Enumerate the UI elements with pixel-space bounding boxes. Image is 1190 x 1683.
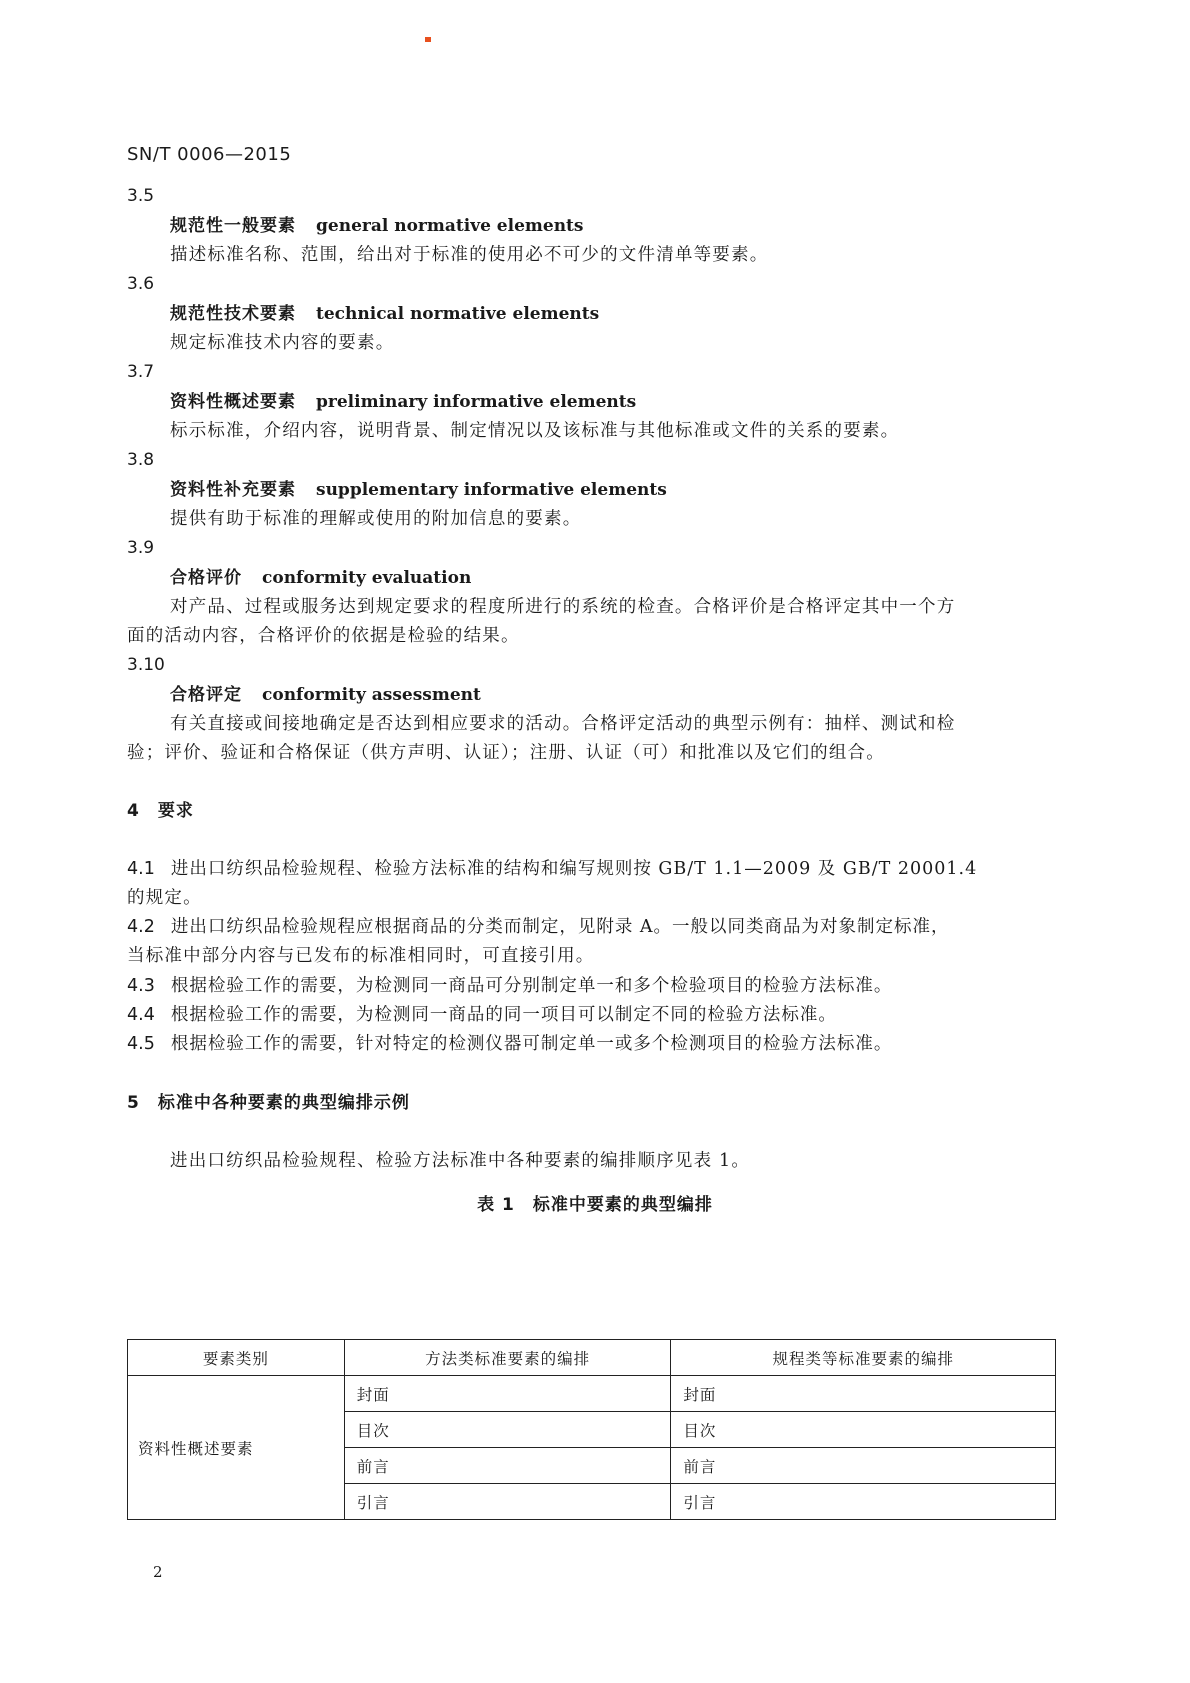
element-category-cell: 资料性概述要素 (128, 1376, 345, 1520)
clause-5-heading (127, 1092, 410, 1114)
term-en: technical normative elements (316, 304, 600, 324)
term-en: conformity evaluation (262, 568, 472, 588)
definition-number: 3.8 (127, 450, 155, 470)
term-cn: 资料性概述要素 (170, 392, 296, 412)
term-cn: 资料性补充要素 (170, 480, 296, 500)
table-number: 表 1 (477, 1195, 515, 1215)
requirement-number: 4.2 (127, 917, 155, 937)
requirement-text: 进出口纺织品检验规程应根据商品的分类而制定，见附录 A。一般以同类商品为对象制定标准， (170, 917, 950, 937)
table-cell: 引言 (671, 1484, 1056, 1520)
requirement-number: 4.3 (127, 976, 155, 996)
term-en: supplementary informative elements (316, 480, 667, 500)
term-en: conformity assessment (262, 685, 481, 705)
clause-5-intro: 进出口纺织品检验规程、检验方法标准中各种要素的编排顺序见表 1。 (170, 1151, 751, 1171)
definition-term (170, 479, 667, 501)
requirement-item (127, 1004, 837, 1026)
term-cn: 规范性一般要素 (170, 216, 296, 236)
requirement-number: 4.5 (127, 1034, 155, 1054)
definition-text-continued: 面的活动内容，合格评价的依据是检验的结果。 (127, 626, 520, 646)
requirement-text: 进出口纺织品检验规程、检验方法标准的结构和编写规则按 GB/T 1.1—2009 及 GB/T 20001.4 (170, 859, 978, 879)
table-cell: 封面 (344, 1376, 671, 1412)
definition-text: 提供有助于标准的理解或使用的附加信息的要素。 (170, 509, 582, 529)
term-cn: 规范性技术要素 (170, 304, 296, 324)
requirement-text: 根据检验工作的需要，为检测同一商品可分别制定单一和多个检验项目的检验方法标准。 (170, 976, 893, 996)
definition-term (170, 567, 471, 589)
definition-term (170, 391, 636, 413)
definition-text: 对产品、过程或服务达到规定要求的程度所进行的系统的检查。合格评价是合格评定其中一个方 (170, 597, 956, 617)
requirement-text-continued: 当标准中部分内容与已发布的标准相同时，可直接引用。 (127, 946, 595, 966)
table-header-row (128, 1340, 1056, 1376)
clause-number: 4 (127, 801, 140, 821)
corner-mark (425, 37, 431, 42)
definition-term (170, 303, 599, 325)
requirement-number: 4.4 (127, 1005, 155, 1025)
table-cell: 引言 (344, 1484, 671, 1520)
requirement-text: 根据检验工作的需要，为检测同一商品的同一项目可以制定不同的检验方法标准。 (170, 1005, 837, 1025)
definition-text-continued: 验；评价、验证和合格保证（供方声明、认证）；注册、认证（可）和批准以及它们的组合。 (127, 743, 885, 763)
table-cell: 前言 (671, 1448, 1056, 1484)
requirement-text-continued: 的规定。 (127, 888, 202, 908)
table-header-cell: 方法类标准要素的编排 (344, 1340, 671, 1376)
requirement-number: 4.1 (127, 859, 155, 879)
definition-number: 3.10 (127, 655, 165, 675)
page-number: 2 (153, 1563, 163, 1581)
definition-term (170, 215, 583, 237)
requirement-text: 根据检验工作的需要，针对特定的检测仪器可制定单一或多个检测项目的检验方法标准。 (170, 1034, 893, 1054)
clause-title: 要求 (157, 801, 194, 821)
requirement-item (127, 975, 892, 997)
clause-number: 5 (127, 1093, 140, 1113)
table-cell: 目次 (344, 1412, 671, 1448)
element-arrangement-table (127, 1339, 1056, 1520)
definition-text: 描述标准名称、范围，给出对于标准的使用必不可少的文件清单等要素。 (170, 245, 769, 265)
definition-text: 规定标准技术内容的要素。 (170, 333, 395, 353)
definition-text: 有关直接或间接地确定是否达到相应要求的活动。合格评定活动的典型示例有：抽样、测试和检 (170, 714, 956, 734)
term-cn: 合格评定 (170, 685, 242, 705)
definition-term (170, 684, 481, 706)
table-cell: 封面 (671, 1376, 1056, 1412)
definition-number: 3.9 (127, 538, 155, 558)
requirement-item (127, 916, 950, 938)
definition-number: 3.6 (127, 274, 155, 294)
table-header-cell: 要素类别 (128, 1340, 345, 1376)
requirement-item (127, 858, 977, 880)
term-cn: 合格评价 (170, 568, 242, 588)
table-cell: 目次 (671, 1412, 1056, 1448)
term-en: general normative elements (316, 216, 584, 236)
table-cell: 前言 (344, 1448, 671, 1484)
clause-title: 标准中各种要素的典型编排示例 (157, 1093, 410, 1113)
requirement-item (127, 1033, 892, 1055)
definition-text: 标示标准，介绍内容，说明背景、制定情况以及该标准与其他标准或文件的关系的要素。 (170, 421, 900, 441)
term-en: preliminary informative elements (316, 392, 637, 412)
clause-4-heading (127, 800, 194, 822)
table-header-cell: 规程类等标准要素的编排 (671, 1340, 1056, 1376)
definition-number: 3.5 (127, 186, 155, 206)
table-title: 标准中要素的典型编排 (532, 1195, 713, 1215)
table-row (128, 1376, 1056, 1412)
definition-number: 3.7 (127, 362, 155, 382)
table-caption (0, 1194, 1190, 1216)
standard-code: SN/T 0006—2015 (127, 144, 292, 165)
